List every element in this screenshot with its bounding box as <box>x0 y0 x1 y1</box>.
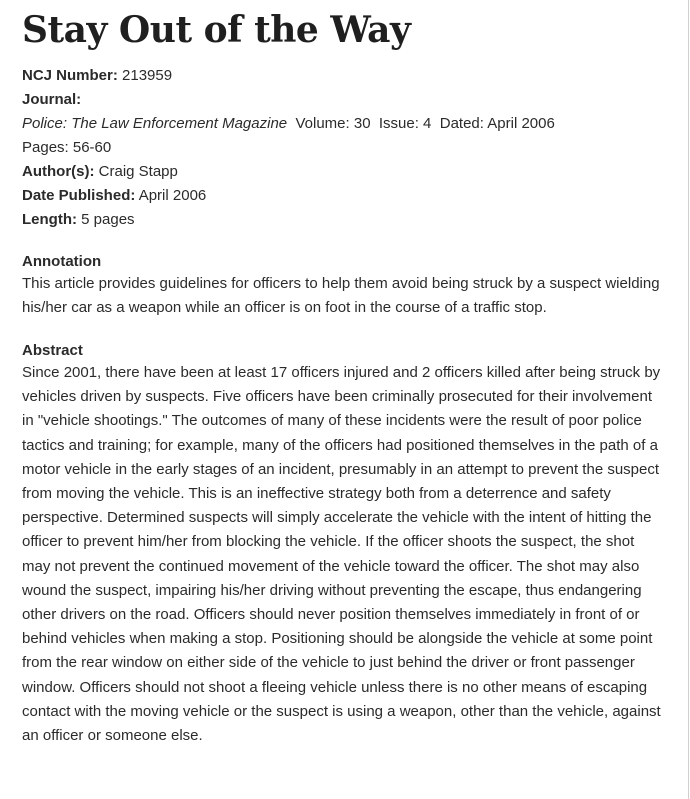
annotation-text: This article provides guidelines for officers to help them avoid being struck by a suspect wielding his/her car as a weapon while an officer is on foot in the course of a traffic stop. <box>22 275 660 317</box>
ncj-number-label: NCJ Number: <box>22 67 118 84</box>
annotation-heading: Annotation <box>22 253 102 270</box>
date-published-value: April 2006 <box>138 187 207 204</box>
author-row <box>22 160 662 184</box>
author-value: Craig Stapp <box>98 163 178 180</box>
metadata-block <box>22 64 662 232</box>
abstract-section <box>22 341 662 748</box>
journal-details: Volume: 30 Issue: 4 Dated: April 2006 <box>295 115 555 132</box>
ncj-number-row <box>22 64 662 88</box>
date-published-row <box>22 184 662 208</box>
annotation-section <box>22 252 662 320</box>
journal-label: Journal: <box>22 91 82 108</box>
length-label: Length: <box>22 211 77 228</box>
ncj-number-value: 213959 <box>122 67 173 84</box>
abstract-text: Since 2001, there have been at least 17 officers injured and 2 officers killed after being struck by vehicles driven by suspects. Five officers have been criminally prosecuted for their involvement in "vehicle shootings." The outcomes of many of these incidents were the result of poor police tactics and training; for example, many of the officers had positioned themselves in the path of a motor vehicle in the early stages of an incident, presumably in an attempt to prevent the suspect from moving the vehicle. This is an ineffective strategy both from a deterrence and safety perspective. Determined suspects will simply accelerate the vehicle with the intent of hitting the officer to prevent him/her from blocking the vehicle. If the officer shoots the suspect, the shot may not prevent the continued movement of the vehicle toward the officer. The shot may also wound the suspect, impairing his/her driving without preventing the escape, thus endangering other drivers on the road. Officers should never position themselves immediately in front of or behind vehicles when making a stop. Positioning should be alongside the vehicle at some point from the rear window on either side of the vehicle to just behind the driver or front passenger window. Officers should not shoot a fleeing vehicle unless there is no other means of escaping contact with the moving vehicle or the suspect is using a weapon, other than the vehicle, against an officer or someone else. <box>22 364 661 745</box>
journal-row <box>22 88 662 112</box>
date-published-label: Date Published: <box>22 187 136 204</box>
length-row <box>22 208 662 232</box>
article-title: Stay Out of the Way <box>22 9 411 51</box>
journal-name: Police: The Law Enforcement Magazine <box>22 115 288 132</box>
journal-details-row <box>22 112 662 136</box>
pages-row: Pages: 56-60 <box>22 139 112 156</box>
length-value: 5 pages <box>81 211 135 228</box>
abstract-heading: Abstract <box>22 342 83 359</box>
author-label: Author(s): <box>22 163 95 180</box>
